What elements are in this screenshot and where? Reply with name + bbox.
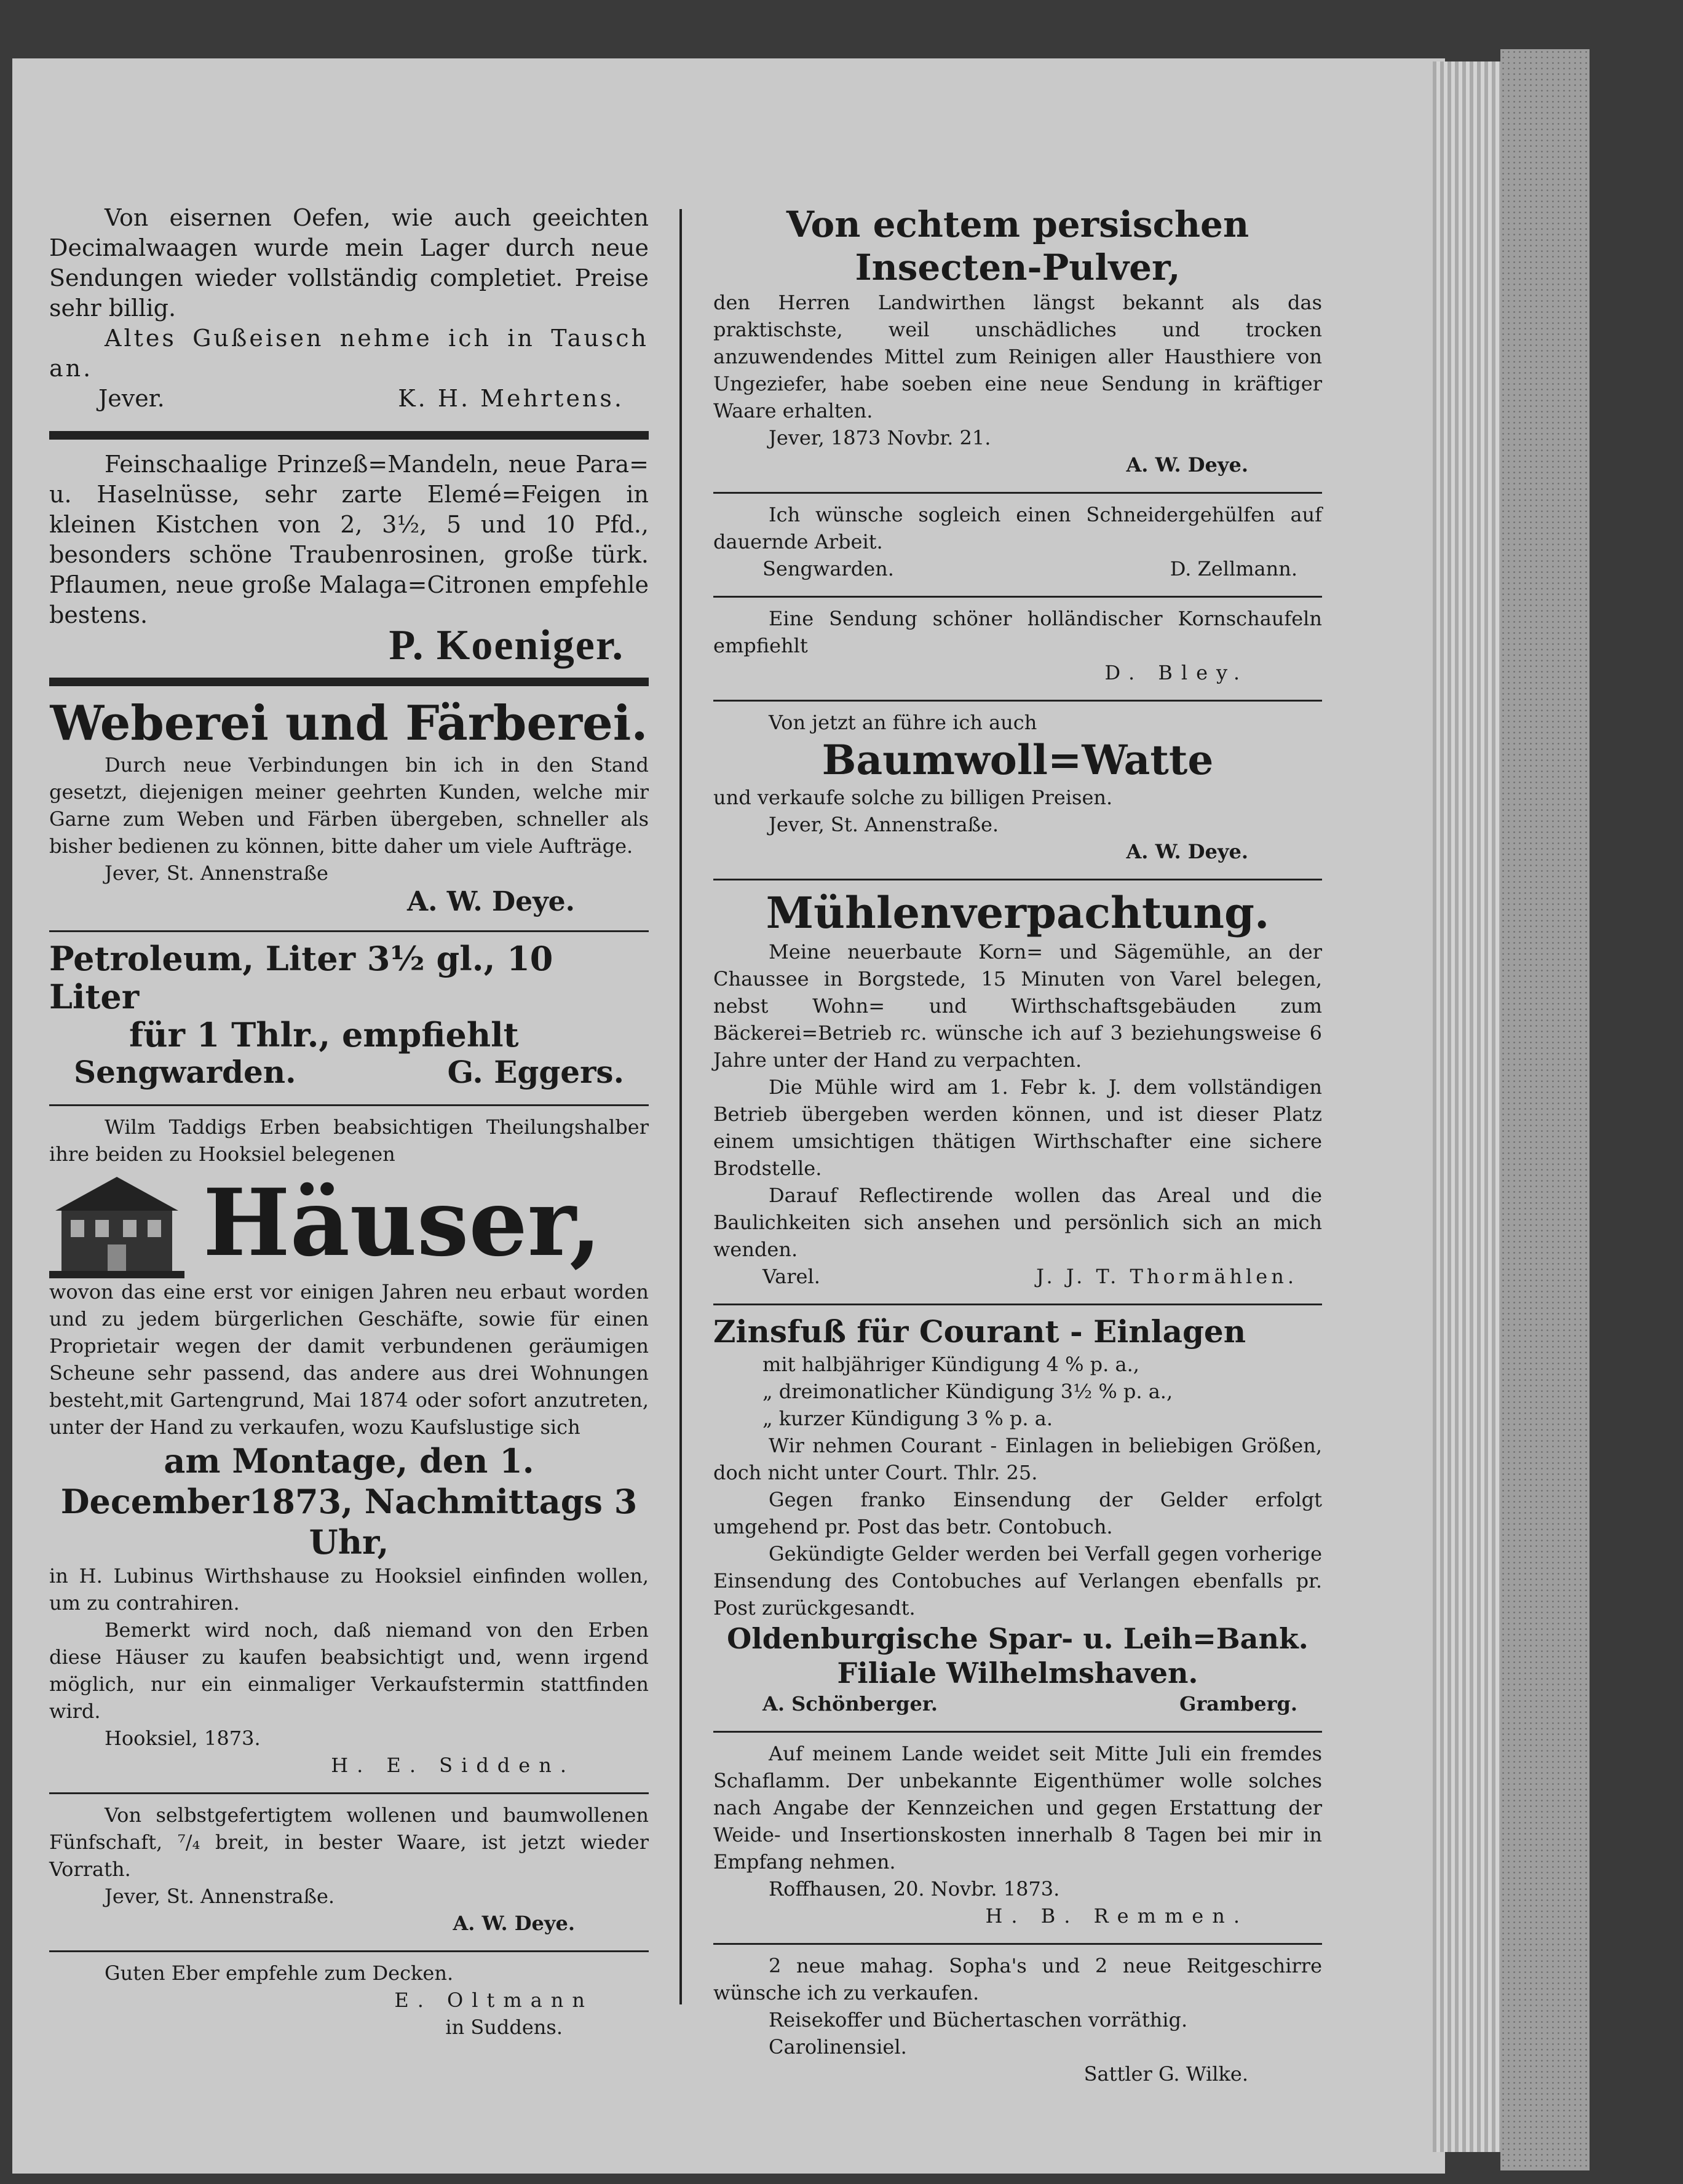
ad-watte — [713, 709, 1322, 874]
ad-place: Jever, St. Annenstraße — [105, 861, 328, 885]
ad-signature-row — [713, 1263, 1322, 1290]
ad-signature: D. Bley. — [1104, 661, 1248, 684]
ad-location: in Suddens. — [445, 2016, 563, 2039]
ad-place: Jever, 1873 Novbr. 21. — [769, 426, 991, 449]
ad-text: Feinschaalige Prinzeß=Mandeln, neue Para= u. Haselnüsse, sehr zarte Elemé=Feigen in kleinen Kistchen von 2, 3½, 5 und 10 Pfd., besonders schöne Traubenrosinen, große türk. Pflaumen, neue große Malaga=Citronen empfehle bestens. — [49, 451, 649, 628]
ad-text: in H. Lubinus Wirthshause zu Hooksiel einfinden wollen, um zu contrahiren. — [49, 1564, 649, 1615]
book-cover — [1500, 49, 1590, 2170]
ad-signature-row — [713, 1690, 1322, 1717]
ad-title: für 1 Thlr., empfiehlt — [129, 1015, 519, 1054]
ad-title: Petroleum, Liter 3½ gl., 10 Liter — [49, 939, 553, 1016]
ad-bank — [713, 1313, 1322, 1726]
column-divider — [679, 209, 682, 2004]
ad-place: Sengwarden. — [74, 1054, 296, 1090]
rule — [713, 1943, 1322, 1945]
rule — [713, 596, 1322, 598]
ad-text: Gegen franko Einsendung der Gelder erfolgt umgehend pr. Post das betr. Contobuch. — [713, 1488, 1322, 1538]
rule — [713, 492, 1322, 494]
ad-title: Baumwoll=Watte — [822, 736, 1214, 784]
ad-text: Meine neuerbaute Korn= und Sägemühle, an der Chaussee in Borgstede, 15 Minuten von Varel belegen, nebst Wohn= und Wirthschaftsgebäuden zum Bäckerei=Betrieb rc. wünsche ich auf 3 beziehungsweise 6 Jahre unter der Hand zu verpachten. — [713, 940, 1322, 1072]
ad-signature: K. H. Mehrtens. — [398, 385, 624, 412]
ad-text: Bemerkt wird noch, daß niemand von den Erben diese Häuser zu kaufen beabsichtigt und, wenn irgend möglich, nur ein einmaliger Verkaufstermin stattfinden wird. — [49, 1618, 649, 1723]
page-edge — [1433, 61, 1507, 2152]
ad-text: Guten Eber empfehle zum Decken. — [105, 1961, 454, 1985]
ad-signature-row — [49, 1054, 649, 1091]
ad-place: Carolinensiel. — [769, 2035, 907, 2059]
ad-place: Jever, St. Annenstraße. — [769, 813, 999, 836]
ad-sattler — [713, 1952, 1322, 2096]
ad-text: 2 neue mahag. Sopha's und 2 neue Reitgeschirre wünsche ich zu verkaufen. — [713, 1954, 1322, 2004]
ad-title: Weberei und Färberei. — [50, 695, 648, 751]
rule — [49, 1950, 649, 1952]
ad-text: Von eisernen Oefen, wie auch geeichten Decimalwaagen wurde mein Lager durch neue Sendungen wieder vollständig completiet. Preise sehr billig. — [49, 204, 649, 322]
ad-signature: H. B. Remmen. — [985, 1904, 1248, 1928]
thick-rule — [49, 678, 649, 686]
ad-signature: E. Oltmann — [394, 1988, 593, 2012]
ad-petroleum — [49, 940, 649, 1099]
ad-title: Zinsfuß für Courant - Einlagen — [713, 1313, 1246, 1350]
ad-signature: D. Zellmann. — [1170, 557, 1297, 580]
ad-text: Reisekoffer und Büchertaschen vorräthig. — [769, 2008, 1188, 2032]
rate-row: „ kurzer Kündigung 3 % p. a. — [762, 1407, 1053, 1430]
ad-signature: A. W. Deye. — [1126, 840, 1248, 863]
ad-signature: A. W. Deye. — [453, 1912, 575, 1935]
ad-title: Mühlenverpachtung. — [766, 887, 1270, 938]
ad-text: Altes Gußeisen nehme ich in Tausch an. — [49, 325, 649, 382]
ad-signature: A. W. Deye. — [406, 886, 575, 917]
ad-text: Wilm Taddigs Erben beabsichtigen Theilungshalber ihre beiden zu Hooksiel belegenen — [49, 1115, 649, 1166]
ad-place: Jever. — [98, 385, 165, 412]
ad-signature: P. Koeniger. — [389, 622, 624, 669]
ad-text: Gekündigte Gelder werden bei Verfall gegen vorherige Einsendung des Contobuches auf Verlangen ebenfalls pr. Post zurückgesandt. — [713, 1542, 1322, 1620]
ad-signature: Sattler G. Wilke. — [1083, 2062, 1248, 2086]
ad-oefen — [49, 203, 649, 422]
ad-text: Darauf Reflectirende wollen das Areal und die Baulichkeiten sich ansehen und persönlich sich an mich wenden. — [713, 1184, 1322, 1261]
ad-signature: A. W. Deye. — [1126, 453, 1248, 477]
ad-text: Ich wünsche sogleich einen Schneidergehülfen auf dauernde Arbeit. — [713, 503, 1322, 553]
ad-text: den Herren Landwirthen längst bekannt als das praktischste, weil unschädliches und trocken anzuwendendes Mittel zum Reinigen aller Hausthiere von Ungeziefer, habe soeben eine neue Sendung in kräftiger Waare erhalten. — [713, 291, 1322, 422]
ad-title: Von echtem persischen Insecten-Pulver, — [786, 204, 1249, 288]
ad-text: Eine Sendung schöner holländischer Kornschaufeln empfiehlt — [713, 607, 1322, 657]
ad-text: Auf meinem Lande weidet seit Mitte Juli ein fremdes Schaflamm. Der unbekannte Eigenthümer wolle solches nach Angabe der Kennzeichen und gegen Erstattung der Weide- und Insertionskosten innerhalb 8 Tagen bei mir in Empfang nehmen. — [713, 1742, 1322, 1873]
rule — [713, 1304, 1322, 1305]
ad-title: Häuser, — [203, 1169, 602, 1277]
ad-text: Von selbstgefertigtem wollenen und baumwollenen Fünfschaft, ⁷/₄ breit, in bester Waare, ist jetzt wieder Vorrath. — [49, 1803, 649, 1881]
rule — [49, 1104, 649, 1106]
ad-insecten — [713, 203, 1322, 487]
ad-eber — [49, 1960, 649, 2049]
ad-kornschaufeln — [713, 605, 1322, 695]
ad-fuenfschaft — [49, 1802, 649, 1945]
auction-date: am Montage, den 1. December1873, Nachmittags 3 Uhr, — [60, 1441, 638, 1562]
right-column — [713, 203, 1322, 2096]
ad-schneider — [713, 501, 1322, 591]
ad-signature: A. Schönberger. — [762, 1692, 938, 1715]
bank-branch: Filiale Wilhelmshaven. — [837, 1656, 1198, 1690]
ad-signature-row — [713, 555, 1322, 582]
house-illustration-icon — [49, 1168, 184, 1278]
rule — [49, 1792, 649, 1794]
ad-text: und verkaufe solche zu billigen Preisen. — [713, 786, 1113, 809]
house-title-row — [49, 1168, 649, 1278]
ad-koeniger — [49, 449, 649, 669]
ad-place: Hooksiel, 1873. — [105, 1727, 261, 1750]
ad-text: Durch neue Verbindungen bin ich in den Stand gesetzt, diejenigen meiner geehrten Kunden, welche mir Garne zum Weben und Färben übergeben, schneller als bisher bedienen zu können, bitte daher um viele Aufträge. — [49, 753, 649, 858]
bank-name: Oldenburgische Spar- u. Leih=Bank. — [727, 1622, 1309, 1655]
ad-signature-row — [49, 384, 649, 414]
ad-signature: J. J. T. Thormählen. — [1036, 1265, 1297, 1288]
ad-text: Von jetzt an führe ich auch — [769, 711, 1037, 734]
rule — [49, 930, 649, 932]
ad-place: Varel. — [762, 1265, 820, 1288]
ad-schaf — [713, 1740, 1322, 1938]
ad-signature: G. Eggers. — [447, 1054, 624, 1090]
ad-text: wovon das eine erst vor einigen Jahren neu erbaut worden und zu jedem bürgerlichen Geschäfte, sowie für einen Proprietair wegen der damit verbundenen geräumigen Scheune sehr passend, das andere aus drei Wohnungen besteht,mit Gartengrund, Mai 1874 oder sofort anzutreten, unter der Hand zu verkaufen, wozu Kaufslustige sich — [49, 1280, 649, 1439]
rule — [713, 879, 1322, 880]
ad-signature: H. E. Sidden. — [331, 1754, 575, 1777]
ad-text: Die Mühle wird am 1. Febr k. J. dem vollständigen Betrieb übergeben werden können, und ist dieser Platz einem umsichtigen thätigen Wirthschafter eine sichere Brodstelle. — [713, 1075, 1322, 1180]
ad-place: Sengwarden. — [762, 557, 894, 580]
rule — [713, 700, 1322, 702]
rate-row: „ dreimonatlicher Kündigung 3½ % p. a., — [762, 1380, 1173, 1403]
rule — [713, 1731, 1322, 1733]
thick-rule — [49, 431, 649, 440]
rate-row: mit halbjähriger Kündigung 4 % p. a., — [762, 1353, 1139, 1376]
ad-place: Jever, St. Annenstraße. — [105, 1885, 335, 1908]
ad-place: Roffhausen, 20. Novbr. 1873. — [769, 1877, 1060, 1901]
left-column — [49, 203, 649, 2049]
ad-signature: Gramberg. — [1179, 1692, 1297, 1715]
ad-weberei — [49, 696, 649, 925]
ad-haeuser — [49, 1114, 649, 1787]
ad-text: Wir nehmen Courant - Einlagen in beliebigen Größen, doch nicht unter Court. Thlr. 25. — [713, 1434, 1322, 1484]
ad-muehle — [713, 888, 1322, 1299]
